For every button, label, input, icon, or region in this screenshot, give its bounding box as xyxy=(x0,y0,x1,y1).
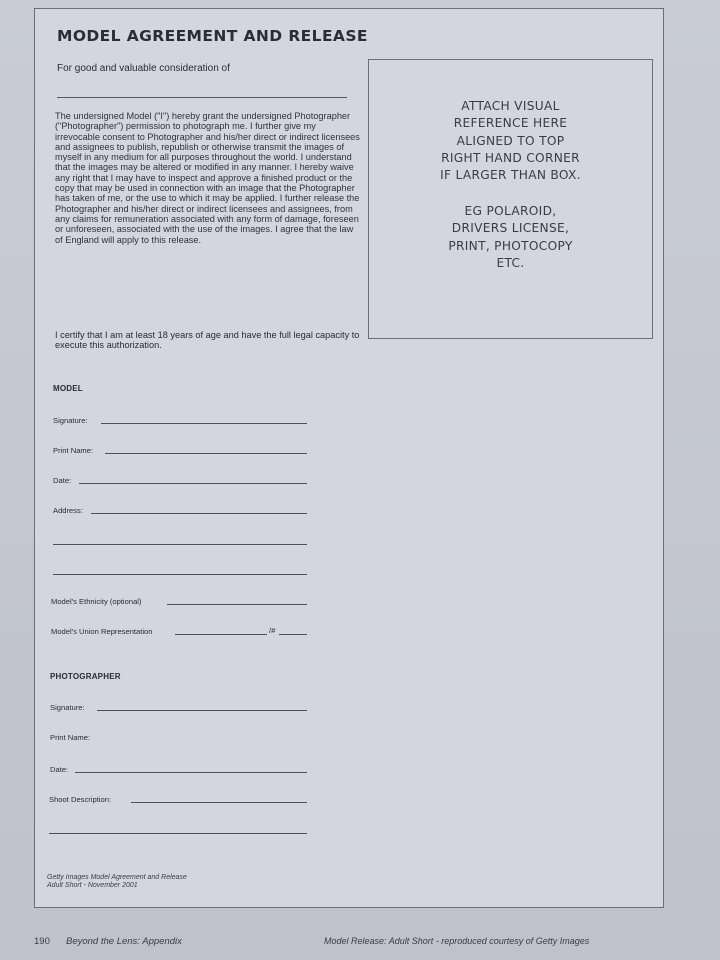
model-union-number-mark: /# xyxy=(269,626,276,635)
page-number: 190 xyxy=(34,936,50,947)
consideration-label: For good and valuable consideration of xyxy=(57,63,230,74)
visual-box-examples: EG POLAROID, DRIVERS LICENSE, PRINT, PHOTOCOPY ETC. xyxy=(448,204,573,270)
form-title: MODEL AGREEMENT AND RELEASE xyxy=(57,27,368,45)
release-form-sheet xyxy=(34,8,664,908)
model-address-line-3[interactable] xyxy=(53,574,307,575)
form-version-line-2: Adult Short - November 2001 xyxy=(47,882,138,889)
model-ethnicity-label: Model's Ethnicity (optional) xyxy=(51,597,142,606)
shoot-description-line-2[interactable] xyxy=(49,833,307,834)
photographer-section-heading: PHOTOGRAPHER xyxy=(50,672,121,681)
model-address-label: Address: xyxy=(53,506,83,515)
shoot-description-label: Shoot Description: xyxy=(49,795,112,804)
consideration-line[interactable] xyxy=(57,97,347,98)
model-date-label: Date: xyxy=(53,476,72,485)
model-address-line-2[interactable] xyxy=(53,544,307,545)
form-version-line-1: Getty Images Model Agreement and Release xyxy=(47,874,187,881)
model-union-line[interactable] xyxy=(175,634,267,635)
model-signature-label: Signature: xyxy=(53,416,88,425)
release-body-text: The undersigned Model ("I") hereby grant the undersigned Photographer ("Photographer") permission to photograph me. I further give my irrevocable consent to Photographer and his/her direct or indirect licensees and assignees to publish, republish or otherwise transmit the images of myself in any medium for all purposes throughout the world. I understand that the images may be altered or modified in any manner. I hereby waive any right that I may have to inspect and approve a finished product or the copy that may be used in connection with an image that the Photographer has taken of me, or the use to which it may be applied. I further release the Photographer and his/her direct or indirect licensees and assignees, from any claims for remuneration associated with any form of damage, foreseen or unforeseen, associated with the use of the images. I agree that the law of England will apply to this release. xyxy=(55,111,360,245)
photographer-print-name-label: Print Name: xyxy=(50,733,91,742)
model-section-heading: MODEL xyxy=(53,384,83,393)
shoot-description-line-1[interactable] xyxy=(131,802,307,803)
model-date-line[interactable] xyxy=(79,483,307,484)
model-ethnicity-line[interactable] xyxy=(167,604,307,605)
model-print-name-line[interactable] xyxy=(105,453,307,454)
photographer-signature-label: Signature: xyxy=(50,703,85,712)
model-union-number-line[interactable] xyxy=(279,634,307,635)
page-credit: Model Release: Adult Short - reproduced courtesy of Getty Images xyxy=(324,936,590,946)
visual-box-instructions: ATTACH VISUAL REFERENCE HERE ALIGNED TO TOP RIGHT HAND CORNER IF LARGER THAN BOX. xyxy=(440,99,581,183)
model-union-label: Model's Union Representation xyxy=(51,627,153,636)
visual-reference-box xyxy=(368,59,653,339)
model-print-name-label: Print Name: xyxy=(53,446,94,455)
photographer-date-label: Date: xyxy=(50,765,69,774)
book-title: Beyond the Lens: Appendix xyxy=(66,936,182,947)
photographer-signature-line[interactable] xyxy=(97,710,307,711)
photographer-date-line[interactable] xyxy=(75,772,307,773)
age-certification-text: I certify that I am at least 18 years of age and have the full legal capacity to execute this authorization. xyxy=(55,330,360,351)
model-signature-line[interactable] xyxy=(101,423,307,424)
model-address-line-1[interactable] xyxy=(91,513,307,514)
form-version-note xyxy=(47,874,187,890)
